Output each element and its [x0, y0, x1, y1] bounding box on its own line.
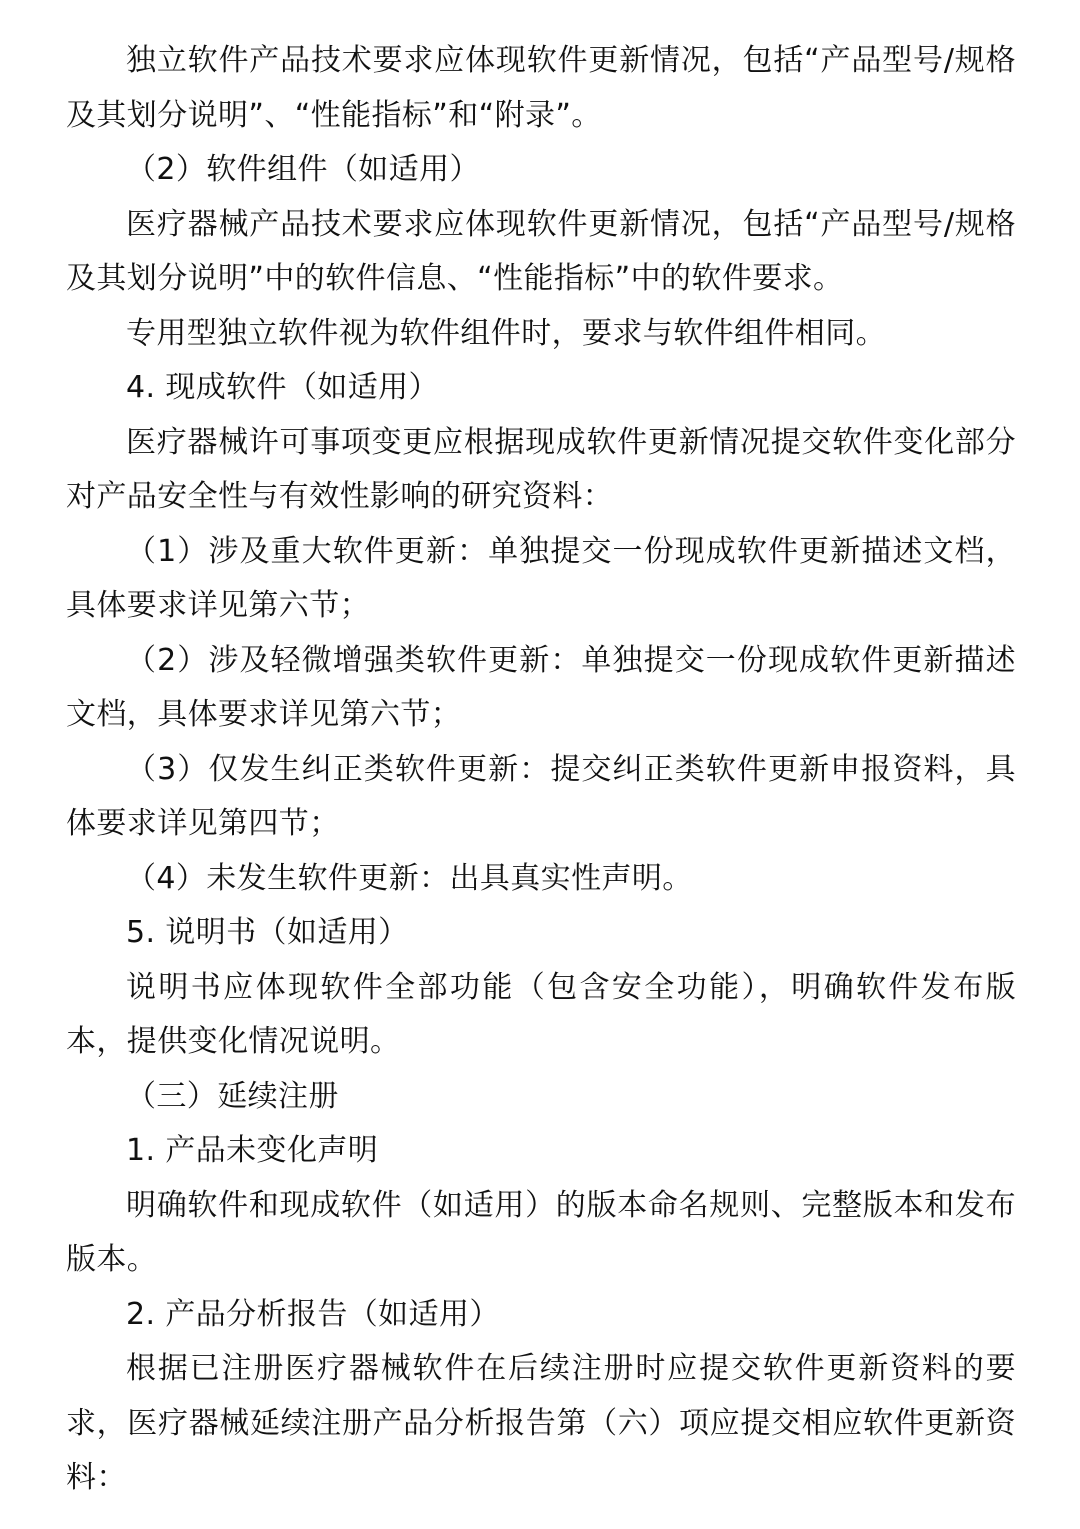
list-item-minor-enhancement-update: （2）涉及轻微增强类软件更新：单独提交一份现成软件更新描述文档，具体要求详见第六节； [66, 642, 1016, 732]
list-item-major-update: （1）涉及重大软件更新：单独提交一份现成软件更新描述文档，具体要求详见第六节； [66, 533, 1016, 623]
paragraph-instructions-requirements: 说明书应体现软件全部功能（包含安全功能），明确软件发布版本，提供变化情况说明。 [66, 969, 1016, 1059]
paragraph-ots-change-research: 医疗器械许可事项变更应根据现成软件更新情况提交软件变化部分对产品安全性与有效性影响的研究资料： [66, 424, 1016, 514]
paragraph-standalone-software-requirements: 独立软件产品技术要求应体现软件更新情况，包括“产品型号/规格及其划分说明”、“性能指标”和“附录”。 [66, 43, 1016, 133]
heading-ots-software: 4. 现成软件（如适用） [126, 370, 439, 405]
paragraph-device-technical-requirements: 医疗器械产品技术要求应体现软件更新情况，包括“产品型号/规格及其划分说明”中的软件信息、“性能指标”中的软件要求。 [66, 206, 1016, 296]
heading-software-component: （2）软件组件（如适用） [126, 152, 480, 187]
heading-renewal-registration: （三）延续注册 [126, 1078, 339, 1114]
heading-no-change-statement: 1. 产品未变化声明 [126, 1133, 379, 1168]
heading-instructions-for-use: 5. 说明书（如适用） [126, 915, 409, 950]
heading-product-analysis-report: 2. 产品分析报告（如适用） [126, 1296, 500, 1332]
paragraph-renewal-analysis-report: 根据已注册医疗器械软件在后续注册时应提交软件更新资料的要求，医疗器械延续注册产品分析报告第（六）项应提交相应软件更新资料： [66, 1351, 1016, 1495]
list-item-corrective-update: （3）仅发生纠正类软件更新：提交纠正类软件更新申报资料，具体要求详见第四节； [66, 751, 1016, 841]
list-item-no-update: （4）未发生软件更新：出具真实性声明。 [126, 860, 693, 896]
paragraph-dedicated-standalone-software: 专用型独立软件视为软件组件时，要求与软件组件相同。 [126, 315, 886, 351]
document-body [66, 34, 1016, 1506]
paragraph-version-naming-rules: 明确软件和现成软件（如适用）的版本命名规则、完整版本和发布版本。 [66, 1187, 1016, 1277]
